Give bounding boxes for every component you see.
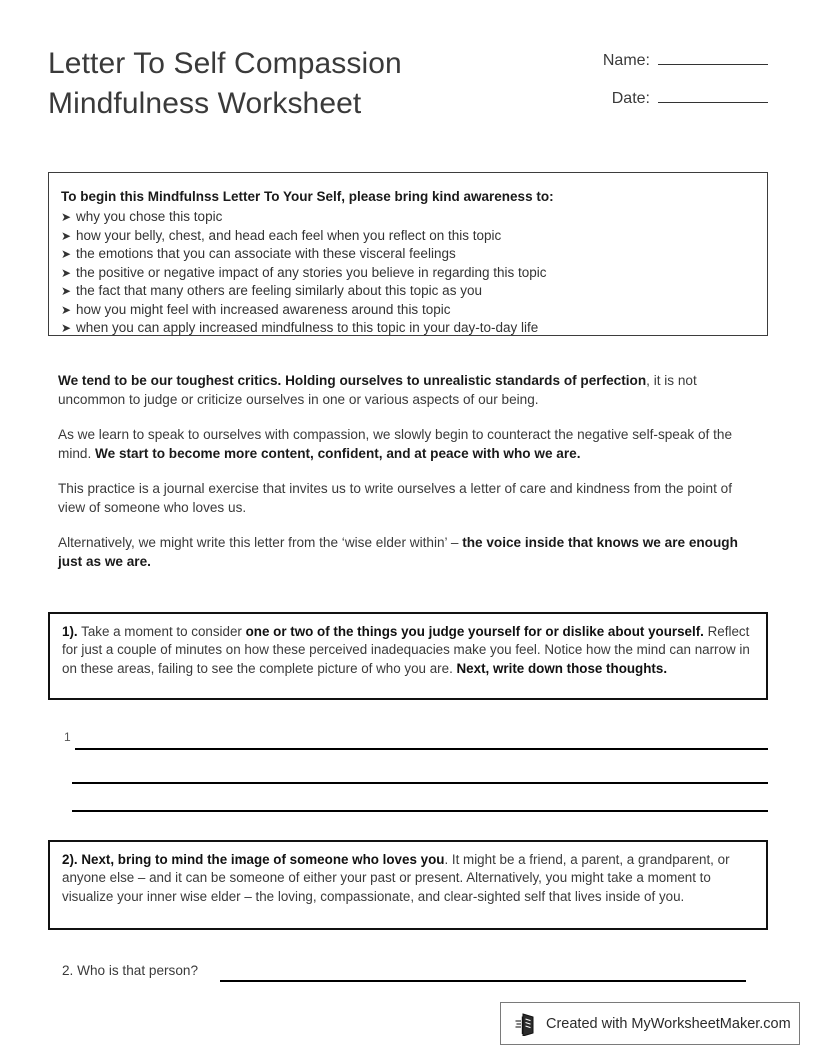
awareness-bullet-label: the emotions that you can associate with these visceral feelings	[76, 246, 456, 261]
page-header	[48, 44, 768, 144]
awareness-bullet-label: the positive or negative impact of any stories you believe in regarding this topic	[76, 264, 547, 280]
bold-run-0: 2). Next, bring to mind the image of someone who loves you	[62, 852, 445, 867]
answer-write-line-2[interactable]	[72, 782, 768, 784]
text-run-1: . It might be a friend, a parent, a grandparent, or anyone else – and it can be someone of either your past or present. Alternatively, you might take a moment to visualize your inner wise elder – the loving, compassionate, and clear-sighted self that lives inside of you.	[62, 852, 730, 904]
body-paragraph-4	[58, 534, 758, 571]
step-one-answer-area	[48, 726, 768, 816]
awareness-bullet-label: how you might feel with increased awareness around this topic	[76, 301, 451, 317]
bullet-arrow-icon: ➤	[61, 265, 72, 280]
text-run-0: As we learn to speak to ourselves with compassion, we slowly begin to counteract the negative self-speak of the mind.	[58, 427, 733, 461]
date-field-label: Date:	[611, 90, 650, 107]
body-text-block	[58, 372, 758, 588]
bullet-arrow-icon: ➤	[61, 228, 72, 243]
bullet-arrow-icon: ➤	[61, 210, 72, 224]
bold-run-4: Next, write down those thoughts.	[456, 660, 668, 676]
bold-run-0: 1).	[62, 624, 78, 639]
student-info-fields	[538, 50, 768, 126]
created-with-label: Created with MyWorksheetMaker.com	[546, 1015, 791, 1032]
step-two-instruction-box	[48, 840, 768, 930]
awareness-bullet-list	[61, 208, 753, 338]
awareness-bullet-item	[61, 208, 753, 227]
text-run-0: Alternatively, we might write this letter from the ‘wise elder within’ –	[58, 535, 463, 550]
page-title	[48, 44, 478, 124]
question-label: 2. Who is that person?	[62, 963, 199, 978]
text-run-0: This practice is a journal exercise that invites us to write ourselves a letter of care and kindness from the point of view of someone who loves us.	[58, 481, 732, 515]
awareness-bullet-item	[61, 245, 753, 264]
awareness-bullet-item	[61, 227, 753, 246]
step-one-text	[62, 623, 754, 678]
answer-write-line-3[interactable]	[72, 810, 768, 812]
bold-run-1: the voice inside that knows we are enough just as we are.	[58, 535, 738, 569]
body-paragraph-3	[58, 480, 758, 517]
awareness-bullet-label: when you can apply increased mindfulness to this topic in your day-to-day life	[76, 320, 539, 335]
awareness-bullet-item	[61, 264, 753, 283]
awareness-bullet-label: the fact that many others are feeling similarly about this topic as you	[76, 283, 482, 298]
answer-write-line-1[interactable]	[75, 748, 768, 750]
bold-run-0: We tend to be our toughest critics. Holding ourselves to unrealistic standards of perfection	[58, 373, 647, 388]
step-two-question-row	[62, 962, 762, 988]
body-paragraph-2	[58, 426, 758, 463]
awareness-bullet-label: how your belly, chest, and head each feel when you reflect on this topic	[76, 227, 502, 243]
intro-heading: To begin this Mindfulnss Letter To Your Self, please bring kind awareness to:	[61, 189, 554, 204]
step-one-instruction-box	[48, 612, 768, 700]
bullet-arrow-icon: ➤	[61, 321, 72, 335]
worksheet-maker-logo-icon	[515, 1012, 537, 1036]
name-input-line[interactable]	[658, 50, 768, 65]
date-field-row	[538, 88, 768, 126]
awareness-bullet-label: why you chose this topic	[76, 209, 223, 224]
bold-run-2: one or two of the things you judge yourself for or dislike about yourself.	[245, 624, 704, 639]
awareness-bullet-item	[61, 282, 753, 301]
page-title-line-2: Mindfulness Worksheet	[48, 87, 362, 120]
text-run-3: Reflect for just a couple of minutes on how these perceived inadequacies make you feel. Notice how the mind can narrow in on these areas, failing to see the complete picture of who you are.	[62, 624, 750, 676]
date-input-line[interactable]	[658, 88, 768, 103]
question-answer-line[interactable]	[220, 980, 746, 982]
text-run-1: Take a moment to consider	[77, 624, 246, 639]
created-with-badge[interactable]	[500, 1002, 800, 1045]
awareness-bullet-item	[61, 301, 753, 320]
awareness-bullet-item	[61, 319, 753, 338]
bullet-arrow-icon: ➤	[61, 302, 72, 317]
page-title-line-1: Letter To Self Compassion	[48, 47, 402, 80]
text-run-1: , it is not uncommon to judge or criticize ourselves in one or various aspects of our being.	[58, 373, 697, 407]
step-two-text	[62, 851, 754, 906]
name-field-label: Name:	[602, 52, 650, 69]
answer-line-number: 1	[64, 730, 71, 744]
bullet-arrow-icon: ➤	[61, 284, 72, 298]
bold-run-1: We start to become more content, confident, and at peace with who we are.	[95, 445, 581, 461]
body-paragraph-1	[58, 372, 758, 409]
bullet-arrow-icon: ➤	[61, 247, 72, 261]
intro-awareness-box	[48, 172, 768, 336]
name-field-row	[538, 50, 768, 88]
